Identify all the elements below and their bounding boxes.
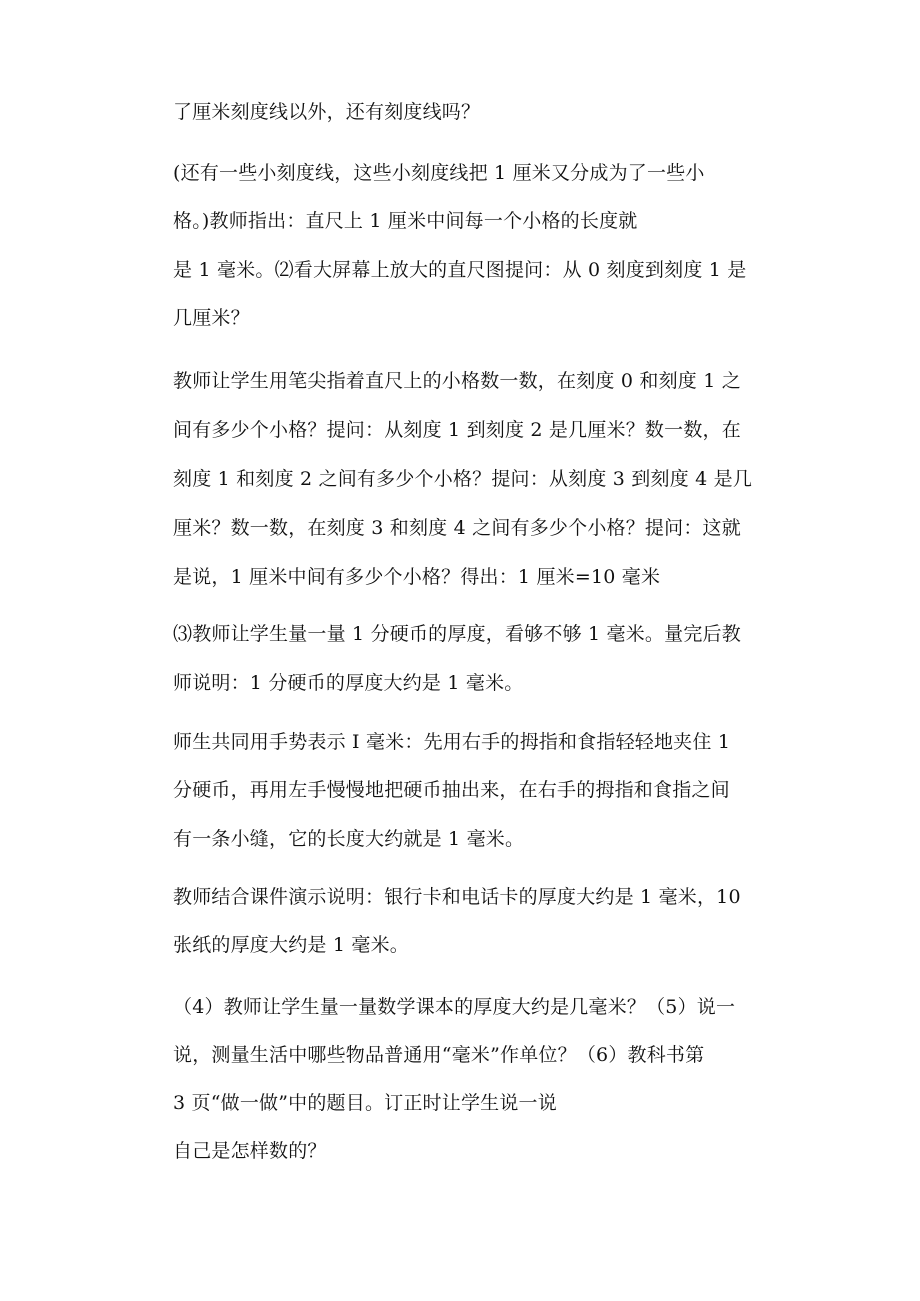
text-line: 教师让学生用笔尖指着直尺上的小格数一数，在刻度 0 和刻度 1 之 xyxy=(173,370,741,392)
text-line: 格。)教师指出：直尺上 1 厘米中间每一个小格的长度就 xyxy=(173,210,638,232)
text-line: (还有一些小刻度线，这些小刻度线把 1 厘米又分成为了一些小 xyxy=(173,162,705,184)
text-line: 分硬币，再用左手慢慢地把硬币抽出来，在右手的拇指和食指之间 xyxy=(173,779,730,801)
text-line: 厘米？数一数，在刻度 3 和刻度 4 之间有多少个小格？提问：这就 xyxy=(173,517,741,539)
text-line: 刻度 1 和刻度 2 之间有多少个小格？提问：从刻度 3 到刻度 4 是几 xyxy=(173,468,753,490)
text-line: 说，测量生活中哪些物品普通用“毫米”作单位？（6）教科书第 xyxy=(173,1044,705,1066)
text-line: 几厘米？ xyxy=(173,307,250,329)
text-line: （4）教师让学生量一量数学课本的厚度大约是几毫米？（5）说一 xyxy=(173,996,736,1018)
text-line: 张纸的厚度大约是 1 毫米。 xyxy=(173,934,409,956)
text-line: 是说，1 厘米中间有多少个小格？得出：1 厘米=10 毫米 xyxy=(173,566,661,588)
text-line: 自己是怎样数的？ xyxy=(173,1140,327,1162)
text-line: 间有多少个小格？提问：从刻度 1 到刻度 2 是几厘米？数一数，在 xyxy=(173,419,741,441)
text-line: ⑶教师让学生量一量 1 分硬币的厚度，看够不够 1 毫米。量完后教 xyxy=(173,623,741,645)
text-line: 有一条小缝，它的长度大约就是 1 毫米。 xyxy=(173,828,525,850)
text-line: 师说明：1 分硬币的厚度大约是 1 毫米。 xyxy=(173,672,524,694)
text-line: 3 页“做一做”中的题目。订正时让学生说一说 xyxy=(173,1092,557,1114)
text-line: 是 1 毫米。⑵看大屏幕上放大的直尺图提问：从 0 刻度到刻度 1 是 xyxy=(173,259,747,281)
text-line: 教师结合课件演示说明：银行卡和电话卡的厚度大约是 1 毫米，10 xyxy=(173,886,741,908)
text-line: 师生共同用手势表示 I 毫米：先用右手的拇指和食指轻轻地夹住 1 xyxy=(173,731,731,753)
text-line: 了厘米刻度线以外，还有刻度线吗？ xyxy=(173,101,481,123)
